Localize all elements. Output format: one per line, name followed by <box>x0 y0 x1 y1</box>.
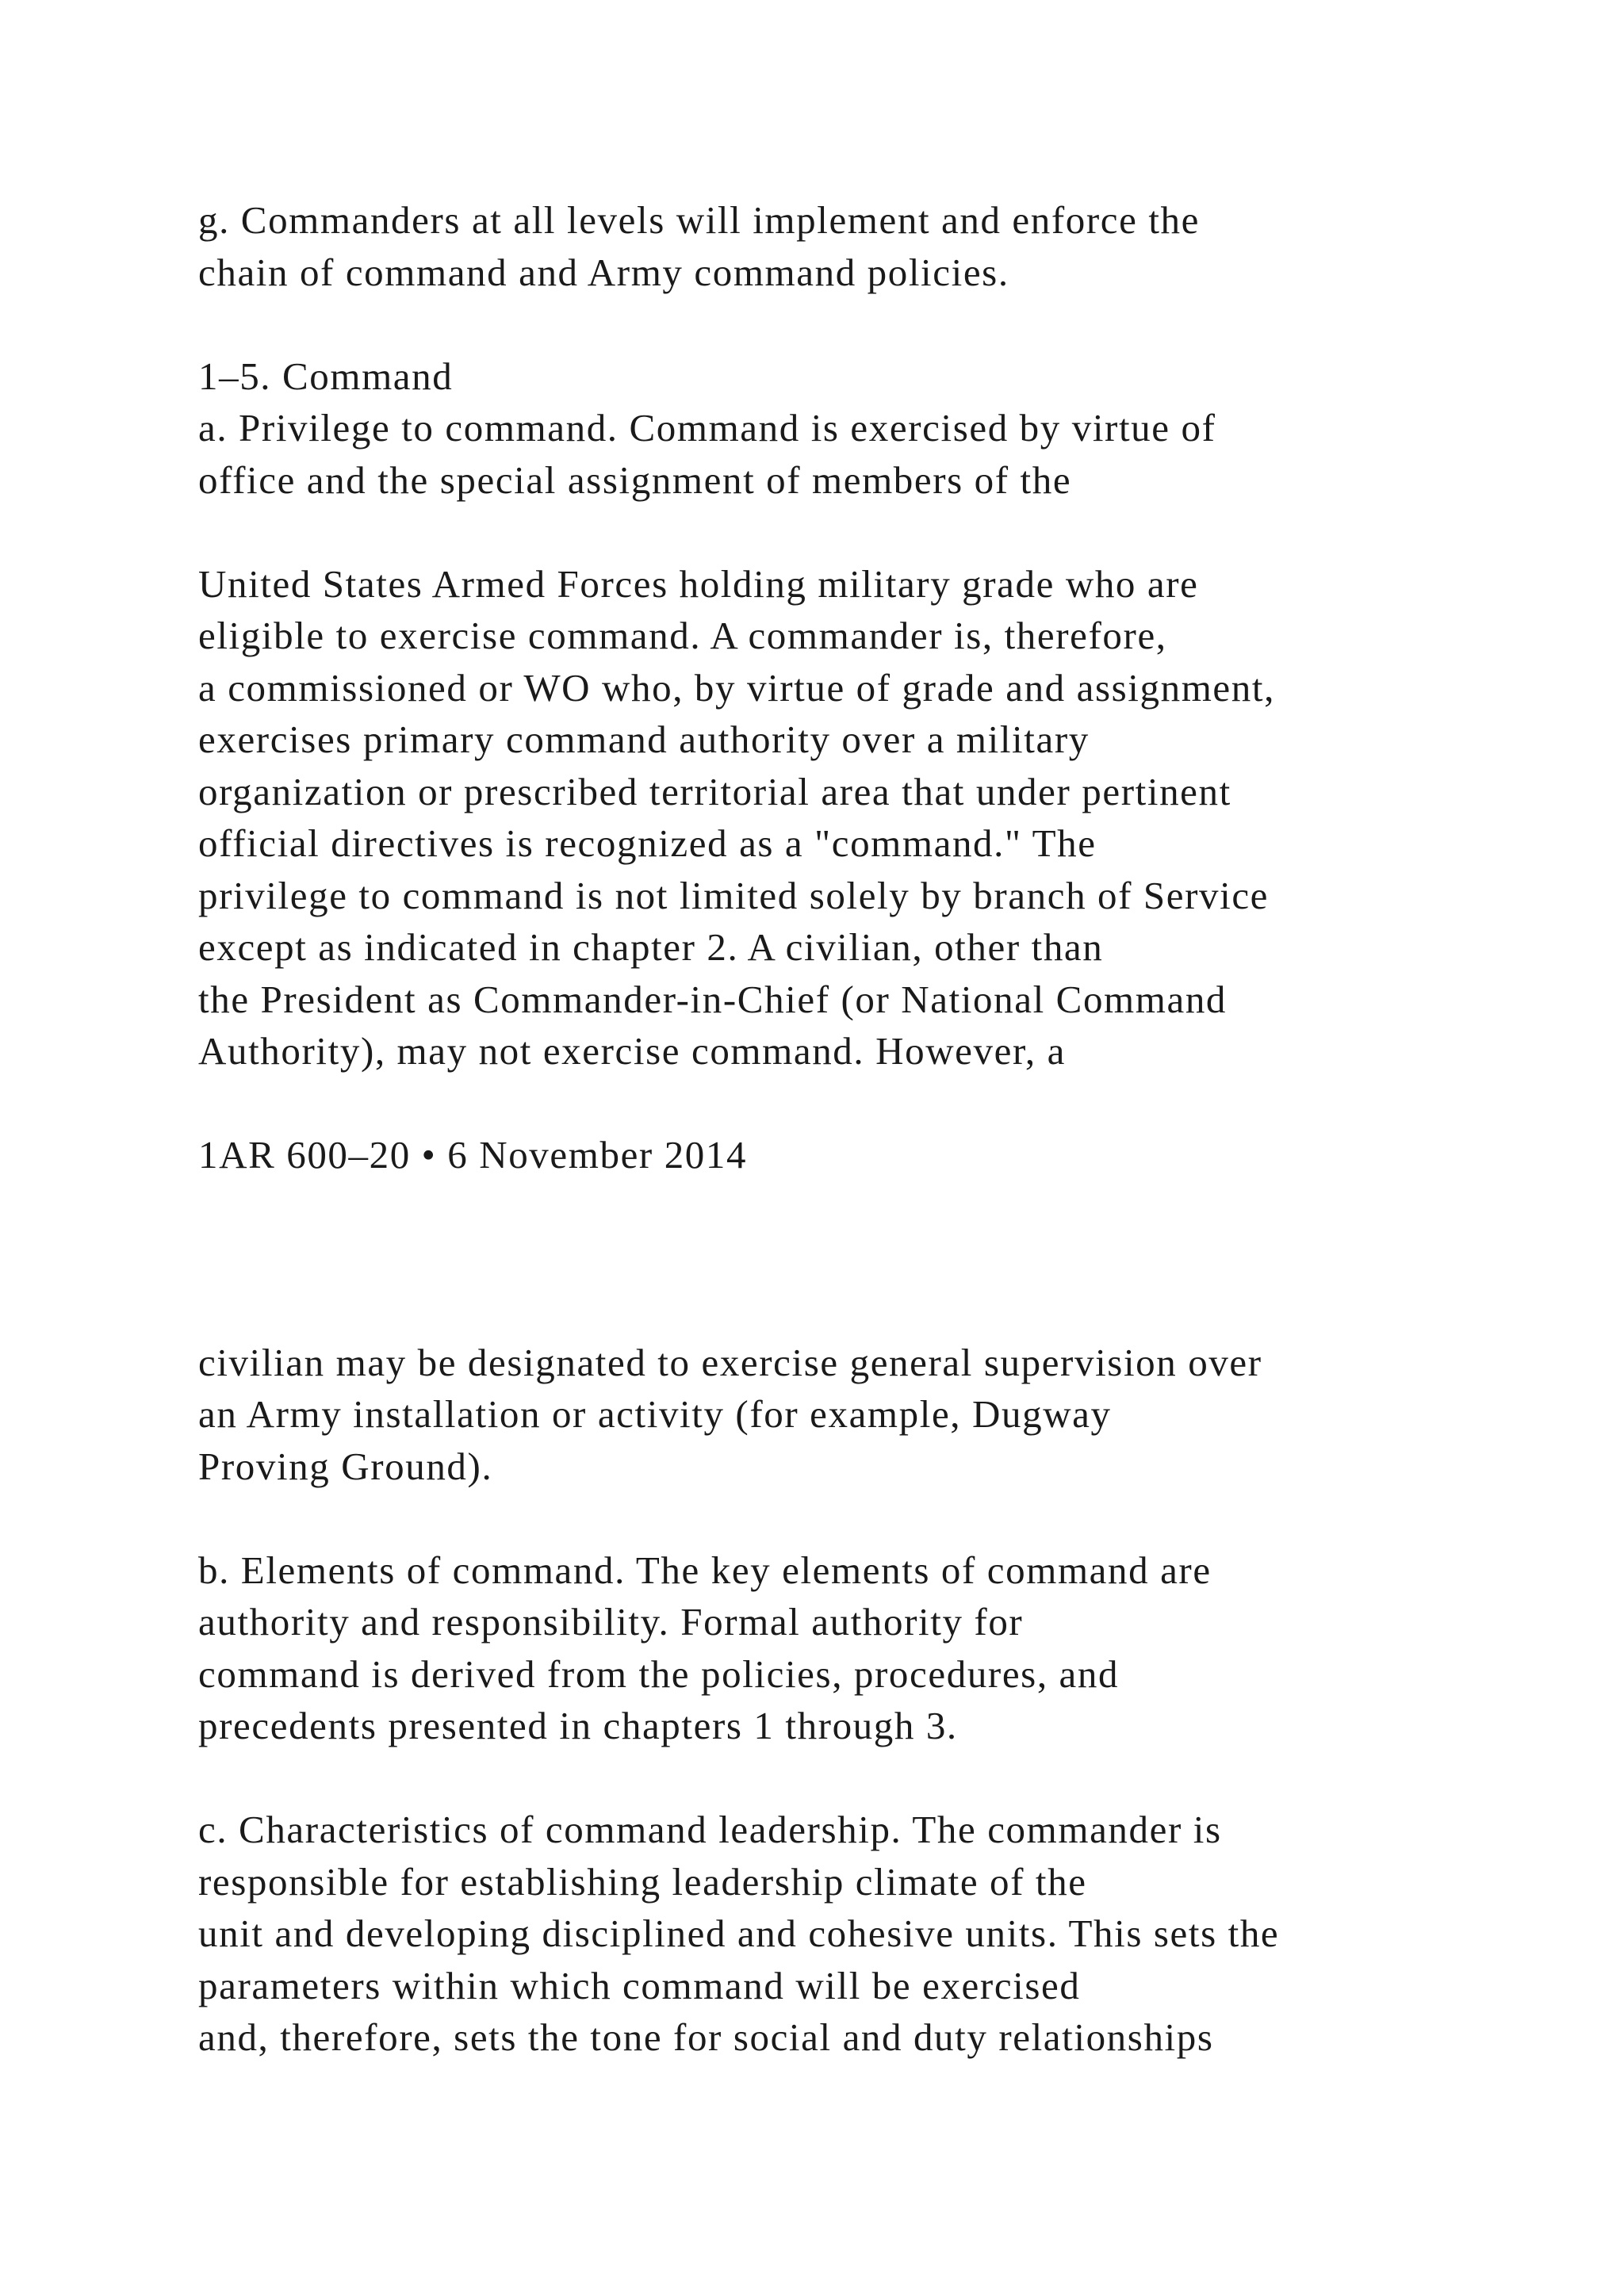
paragraph-spacer <box>198 1492 1594 1544</box>
text-line: 1–5. Command <box>198 354 454 398</box>
text-line: responsible for establishing leadership climate of the <box>198 1859 1087 1904</box>
page-break-spacer <box>198 1181 1594 1337</box>
text-line: precedents presented in chapters 1 through 3. <box>198 1704 958 1747</box>
text-line: an Army installation or activity (for example, Dugway <box>198 1392 1112 1436</box>
paragraph-spacer <box>198 1752 1594 1804</box>
text-line: and, therefore, sets the tone for social and duty relationships <box>198 2015 1214 2059</box>
text-line: eligible to exercise command. A commander is, therefore, <box>198 614 1167 657</box>
para-b <box>198 1544 1594 1752</box>
paragraph-spacer <box>198 298 1594 350</box>
text-line: except as indicated in chapter 2. A civilian, other than <box>198 925 1104 969</box>
text-line: 1AR 600–20 • 6 November 2014 <box>198 1133 748 1177</box>
text-line: United States Armed Forces holding military grade who are <box>198 561 1199 606</box>
text-line: authority and responsibility. Formal authority for <box>198 1600 1024 1644</box>
text-line: a. Privilege to command. Command is exercised by virtue of <box>198 406 1216 450</box>
text-line: exercises primary command authority over a military <box>198 718 1090 761</box>
text-line: Proving Ground). <box>198 1444 493 1488</box>
para-a-cont <box>198 558 1594 1077</box>
text-line: privilege to command is not limited solely by branch of Service <box>198 873 1270 917</box>
text-line: parameters within which command will be exercised <box>198 1963 1081 2007</box>
footer <box>198 1129 1594 1181</box>
document-page <box>198 194 1594 2064</box>
text-line: the President as Commander-in-Chief (or National Command <box>198 977 1228 1021</box>
text-line: chain of command and Army command policies. <box>198 250 1009 294</box>
text-line: civilian may be designated to exercise general supervision over <box>198 1340 1262 1384</box>
paragraph-spacer <box>198 1077 1594 1130</box>
text-line: g. Commanders at all levels will implement and enforce the <box>198 198 1201 242</box>
text-line: Authority), may not exercise command. However, a <box>198 1029 1066 1073</box>
text-line: c. Characteristics of command leadership. The commander is <box>198 1808 1222 1851</box>
text-line: organization or prescribed territorial area that under pertinent <box>198 769 1231 813</box>
para-a-end <box>198 1337 1594 1493</box>
text-line: command is derived from the policies, procedures, and <box>198 1651 1120 1696</box>
text-line: office and the special assignment of members of the <box>198 457 1072 502</box>
text-line: b. Elements of command. The key elements of command are <box>198 1548 1212 1592</box>
section-heading <box>198 350 1594 507</box>
paragraph-spacer <box>198 506 1594 558</box>
text-line: a commissioned or WO who, by virtue of grade and assignment, <box>198 665 1275 710</box>
text-line: official directives is recognized as a "command." The <box>198 821 1097 865</box>
para-g <box>198 194 1594 298</box>
text-line: unit and developing disciplined and cohesive units. This sets the <box>198 1911 1280 1955</box>
para-c <box>198 1804 1594 2064</box>
